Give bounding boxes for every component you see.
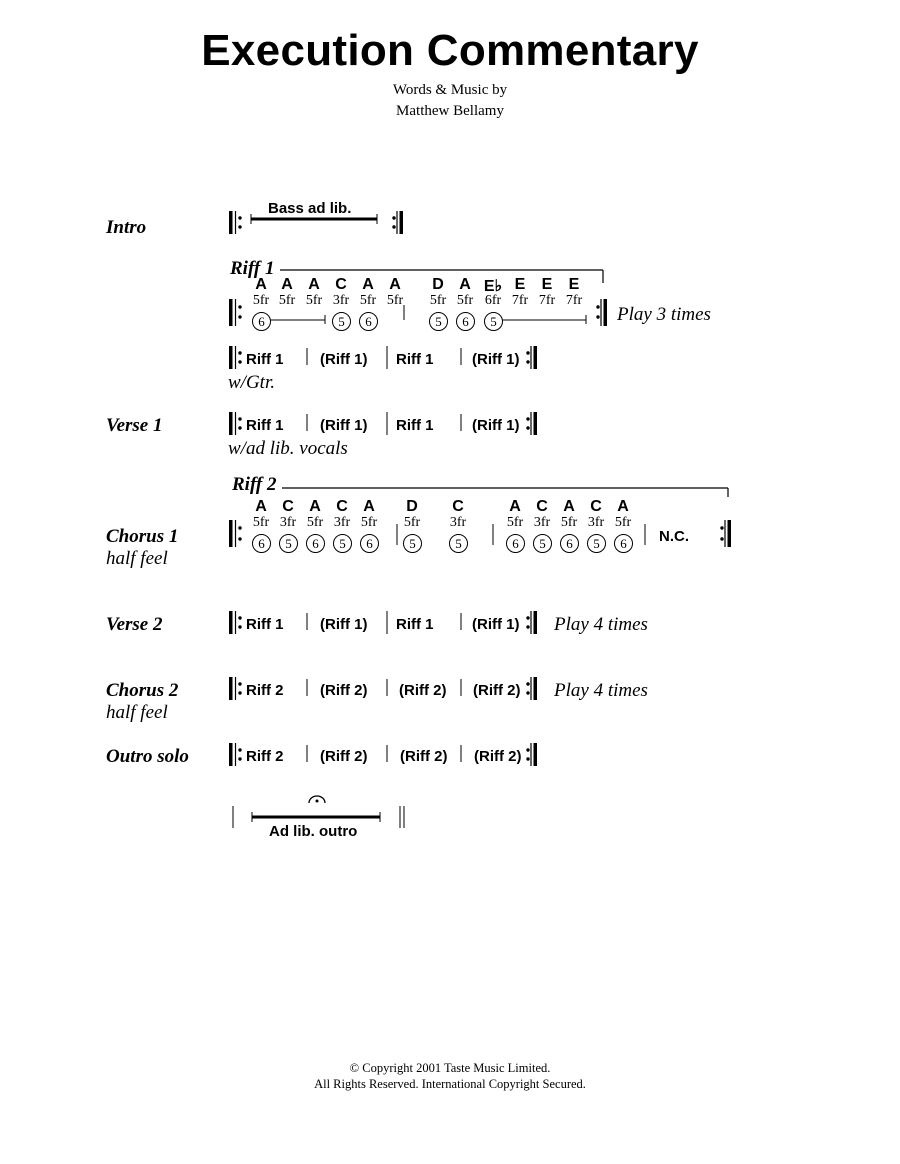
string-number-circle: 5 [533, 534, 552, 553]
string-number-circle: 5 [332, 312, 351, 331]
intro-bass-ad-lib: Bass ad lib. [268, 200, 352, 217]
copyright-line-1: © Copyright 2001 Taste Music Limited. [349, 1061, 551, 1075]
song-title: Execution Commentary [201, 26, 699, 75]
string-number-circle: 6 [360, 534, 379, 553]
chorus1-nc: N.C. [659, 528, 689, 545]
chord-name: A [362, 276, 374, 293]
fret-position: 3fr [279, 515, 297, 530]
chorus2-repeat-note: Play 4 times [554, 680, 648, 701]
chorus2-bar-1: Riff 2 [246, 682, 284, 699]
chord-name: A [389, 276, 401, 293]
fret-position: 5fr [429, 293, 447, 308]
gtr-bar-4: (Riff 1) [472, 351, 520, 368]
fret-position: 5fr [305, 293, 323, 308]
verse2-bar-4: (Riff 1) [472, 616, 520, 633]
verse2-bar-2: (Riff 1) [320, 616, 368, 633]
fret-position: 7fr [538, 293, 556, 308]
string-number-circle: 5 [333, 534, 352, 553]
chord-name: C [536, 498, 548, 515]
verse2-bar-3: Riff 1 [396, 616, 434, 633]
chord-name: A [281, 276, 293, 293]
chord-name: A [309, 498, 321, 515]
chord-name: A [563, 498, 575, 515]
chord-name: E [568, 276, 580, 293]
fret-position: 5fr [506, 515, 524, 530]
fret-position: 5fr [456, 293, 474, 308]
chorus2-bar-4: (Riff 2) [473, 682, 521, 699]
fret-position: 5fr [306, 515, 324, 530]
fret-position: 3fr [449, 515, 467, 530]
chorus2-feel: half feel [106, 702, 168, 723]
verse2-bar-1: Riff 1 [246, 616, 284, 633]
ad-lib-outro-label: Ad lib. outro [269, 823, 358, 840]
chord-name: C [335, 276, 347, 293]
outro-bar-2: (Riff 2) [320, 748, 368, 765]
string-number-circle: 6 [560, 534, 579, 553]
string-number-circle: 6 [252, 312, 271, 331]
verse1-bar-3: Riff 1 [396, 417, 434, 434]
gtr-bar-2: (Riff 1) [320, 351, 368, 368]
verse1-bar-2: (Riff 1) [320, 417, 368, 434]
string-number-circle: 6 [306, 534, 325, 553]
chord-name: A [255, 498, 267, 515]
fret-position: 5fr [359, 293, 377, 308]
fret-position: 5fr [403, 515, 421, 530]
fret-position: 3fr [533, 515, 551, 530]
chorus1-feel: half feel [106, 548, 168, 569]
chord-name: E [541, 276, 553, 293]
section-outro-solo: Outro solo [106, 746, 189, 767]
riff1-name: Riff 1 [230, 258, 275, 279]
chord-name: E [514, 276, 526, 293]
chord-name: A [509, 498, 521, 515]
chord-name: D [432, 276, 444, 293]
chord-name: C [590, 498, 602, 515]
string-number-circle: 5 [449, 534, 468, 553]
fermata-icon [309, 796, 325, 803]
fret-position: 7fr [511, 293, 529, 308]
string-number-circle: 5 [484, 312, 503, 331]
string-number-circle: 5 [587, 534, 606, 553]
string-number-circle: 5 [429, 312, 448, 331]
outro-bar-3: (Riff 2) [400, 748, 448, 765]
section-verse-1: Verse 1 [106, 415, 163, 436]
intro-repeat-start [229, 211, 242, 234]
fret-position: 5fr [614, 515, 632, 530]
chorus2-bar-3: (Riff 2) [399, 682, 447, 699]
section-chorus-1: Chorus 1 [106, 526, 179, 547]
verse1-bar-1: Riff 1 [246, 417, 284, 434]
outro-bar-1: Riff 2 [246, 748, 284, 765]
chord-name: A [459, 276, 471, 293]
fret-position: 5fr [560, 515, 578, 530]
chord-name: C [282, 498, 294, 515]
fret-position: 5fr [386, 293, 404, 308]
section-chorus-2: Chorus 2 [106, 680, 179, 701]
chord-name: C [452, 498, 464, 515]
section-intro: Intro [106, 217, 147, 238]
credit-line-1: Words & Music by [392, 82, 508, 98]
chord-name: A [308, 276, 320, 293]
chord-name: D [406, 498, 418, 515]
string-number-circle: 6 [252, 534, 271, 553]
riff2-name: Riff 2 [232, 474, 277, 495]
verse1-bar-4: (Riff 1) [472, 417, 520, 434]
string-number-circle: 6 [614, 534, 633, 553]
outro-bar-4: (Riff 2) [474, 748, 522, 765]
fret-position: 5fr [252, 293, 270, 308]
chorus2-bar-2: (Riff 2) [320, 682, 368, 699]
copyright-line-2: All Rights Reserved. International Copyright Secured. [314, 1077, 586, 1091]
string-number-circle: 6 [456, 312, 475, 331]
string-number-circle: 5 [403, 534, 422, 553]
fret-position: 3fr [587, 515, 605, 530]
gtr-note: w/Gtr. [228, 372, 275, 393]
fret-position: 7fr [565, 293, 583, 308]
string-number-circle: 6 [359, 312, 378, 331]
section-verse-2: Verse 2 [106, 614, 163, 635]
riff1-repeat-note: Play 3 times [617, 304, 711, 325]
chord-name: A [255, 276, 267, 293]
fret-position: 6fr [484, 293, 502, 308]
gtr-bar-3: Riff 1 [396, 351, 434, 368]
intro-repeat-end [392, 211, 403, 234]
fret-position: 5fr [252, 515, 270, 530]
chord-name: A [617, 498, 629, 515]
fret-position: 3fr [333, 515, 351, 530]
verse1-note: w/ad lib. vocals [228, 438, 348, 459]
string-number-circle: 5 [279, 534, 298, 553]
fret-position: 5fr [360, 515, 378, 530]
chord-name: E♭ [483, 278, 503, 295]
fret-position: 3fr [332, 293, 350, 308]
chord-name: A [363, 498, 375, 515]
verse2-repeat-note: Play 4 times [554, 614, 648, 635]
fret-position: 5fr [278, 293, 296, 308]
gtr-bar-1: Riff 1 [246, 351, 284, 368]
string-number-circle: 6 [506, 534, 525, 553]
credit-composer: Matthew Bellamy [396, 103, 504, 119]
chord-name: C [336, 498, 348, 515]
